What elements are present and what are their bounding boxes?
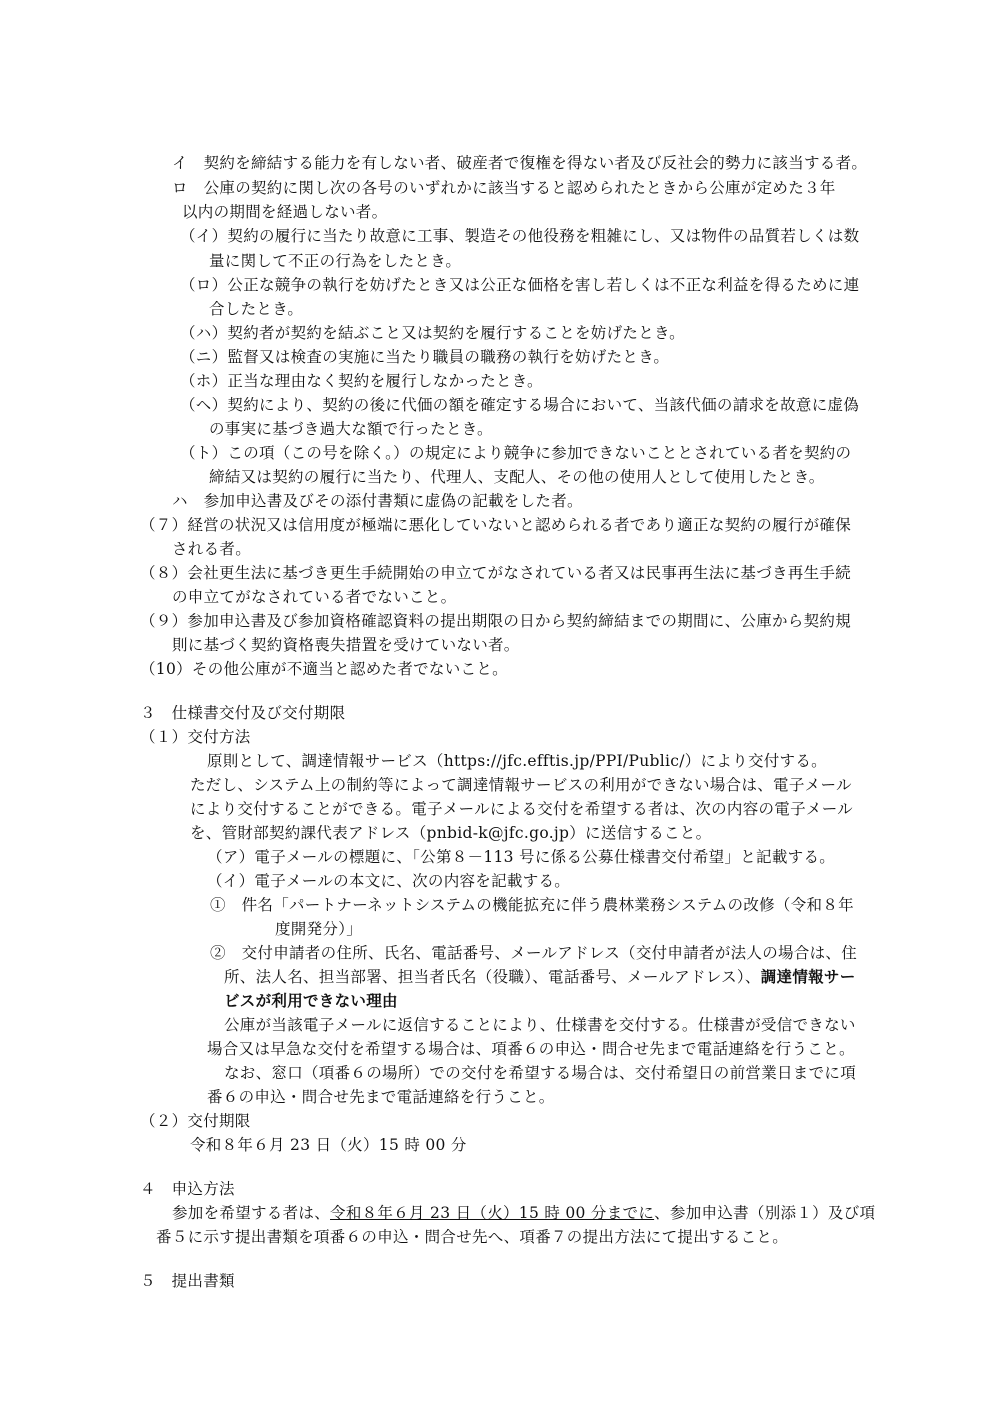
sub-ha: （ハ）契約者が契約を結ぶこと又は契約を履行することを妨げたとき。	[180, 324, 685, 342]
section4-line1-underlined: 令和８年６月 23 日（火）15 時 00 分までに	[330, 1204, 655, 1222]
section4-line2: 番５に示す提出書類を項番６の申込・問合せ先へ、項番７の提出方法にて提出すること。	[156, 1228, 789, 1246]
section4-line1	[172, 1202, 875, 1224]
section3-p1: 原則として、調達情報サービス（https://jfc.efftis.jp/PPI/Public/）により交付する。	[207, 752, 827, 770]
item-i: イ 契約を締結する能力を有しない者、破産者で復権を得ない者及び反社会的勢力に該当する者。	[172, 154, 868, 172]
sub-ro-line1: （ロ）公正な競争の執行を妨げたとき又は公正な価格を害し若しくは不正な利益を得るために連	[180, 276, 860, 294]
sub-i-line2: 量に関して不正の行為をしたとき。	[209, 252, 462, 270]
section3-q4: 番６の申込・問合せ先まで電話連絡を行うこと。	[207, 1088, 555, 1106]
item-ro-line2: 以内の期間を経過しない者。	[182, 203, 388, 221]
section3-q2: 場合又は早急な交付を希望する場合は、項番６の申込・問合せ先まで電話連絡を行うこと。	[207, 1040, 855, 1058]
section3-sub1-heading: （１）交付方法	[140, 728, 251, 746]
section3-a: （ア）電子メールの標題に、「公第８－113 号に係る公募仕様書交付希望」と記載する。	[207, 848, 836, 866]
section3-p2: ただし、システム上の制約等によって調達情報サービスの利用ができない場合は、電子メール	[190, 776, 852, 794]
sub-he-line1: （ヘ）契約により、契約の後に代価の額を確定する場合において、当該代価の請求を故意に虚偽	[180, 396, 860, 414]
section3-c2-line3: ビスが利用できない理由	[224, 991, 398, 1010]
item-9-line1: （９）参加申込書及び参加資格確認資料の提出期限の日から契約締結までの期間に、公庫から契約規	[140, 612, 852, 630]
sub-to-line1: （ト）この項（この号を除く。）の規定により競争に参加できないこととされている者を契約の	[180, 444, 852, 462]
section3-c2-line2-bold: 調達情報サー	[760, 967, 856, 986]
item-9-line2: 則に基づく契約資格喪失措置を受けていない者。	[172, 636, 520, 654]
section3-b: （イ）電子メールの本文に、次の内容を記載する。	[207, 872, 571, 890]
sub-to-line2: 締結又は契約の履行に当たり、代理人、支配人、その他の使用人として使用したとき。	[209, 468, 825, 486]
item-8-line2: の申立てがなされている者でないこと。	[172, 588, 457, 606]
sub-ni: （ニ）監督又は検査の実施に当たり職員の職務の執行を妨げたとき。	[180, 348, 670, 366]
section3-c1-line1: ① 件名「パートナーネットシステムの機能拡充に伴う農林業務システムの改修（令和８年	[210, 896, 854, 914]
section4-line1-a: 参加を希望する者は、	[172, 1204, 331, 1222]
section3-c2-line2	[224, 966, 856, 988]
section3-c2-line2-text: 所、法人名、担当部署、担当者氏名（役職）、電話番号、メールアドレス）、	[224, 968, 761, 986]
section4-heading: ４ 申込方法	[140, 1180, 235, 1198]
section3-c1-line2: 度開発分）」	[275, 920, 363, 938]
item-7-line2: される者。	[172, 540, 252, 558]
sub-ro-line2: 合したとき。	[209, 300, 304, 318]
sub-i-line1: （イ）契約の履行に当たり故意に工事、製造その他役務を粗雑にし、又は物件の品質若しくは数	[180, 227, 860, 245]
section3-p3: により交付することができる。電子メールによる交付を希望する者は、次の内容の電子メール	[190, 800, 853, 818]
section5-heading: ５ 提出書類	[140, 1272, 235, 1290]
section3-p4: を、管財部契約課代表アドレス（pnbid-k@jfc.go.jp）に送信すること。	[190, 824, 712, 842]
item-7-line1: （７）経営の状況又は信用度が極端に悪化していないと認められる者であり適正な契約の履行が確保	[140, 516, 852, 534]
section3-c2-line1: ② 交付申請者の住所、氏名、電話番号、メールアドレス（交付申請者が法人の場合は、住	[210, 944, 858, 962]
section3-q3: なお、窓口（項番６の場所）での交付を希望する場合は、交付希望日の前営業日までに項	[224, 1064, 857, 1082]
item-ha: ハ 参加申込書及びその添付書類に虚偽の記載をした者。	[172, 492, 583, 510]
item-8-line1: （８）会社更生法に基づき更生手続開始の申立てがなされている者又は民事再生法に基づき再生手続	[140, 564, 852, 582]
item-10: （10）その他公庫が不適当と認めた者でないこと。	[140, 660, 508, 678]
item-ro-line1: ロ 公庫の契約に関し次の各号のいずれかに該当すると認められたときから公庫が定めた３年	[172, 179, 836, 197]
sub-he-line2: の事実に基づき過大な額で行ったとき。	[209, 420, 493, 438]
section3-heading: ３ 仕様書交付及び交付期限	[140, 704, 346, 722]
section3-deadline: 令和８年６月 23 日（火）15 時 00 分	[190, 1136, 467, 1154]
section4-line1-c: 、参加申込書（別添１）及び項	[654, 1204, 876, 1222]
section3-q1: 公庫が当該電子メールに返信することにより、仕様書を交付する。仕様書が受信できない	[224, 1016, 856, 1034]
section3-sub2-heading: （２）交付期限	[140, 1112, 251, 1130]
sub-ho: （ホ）正当な理由なく契約を履行しなかったとき。	[180, 372, 543, 390]
